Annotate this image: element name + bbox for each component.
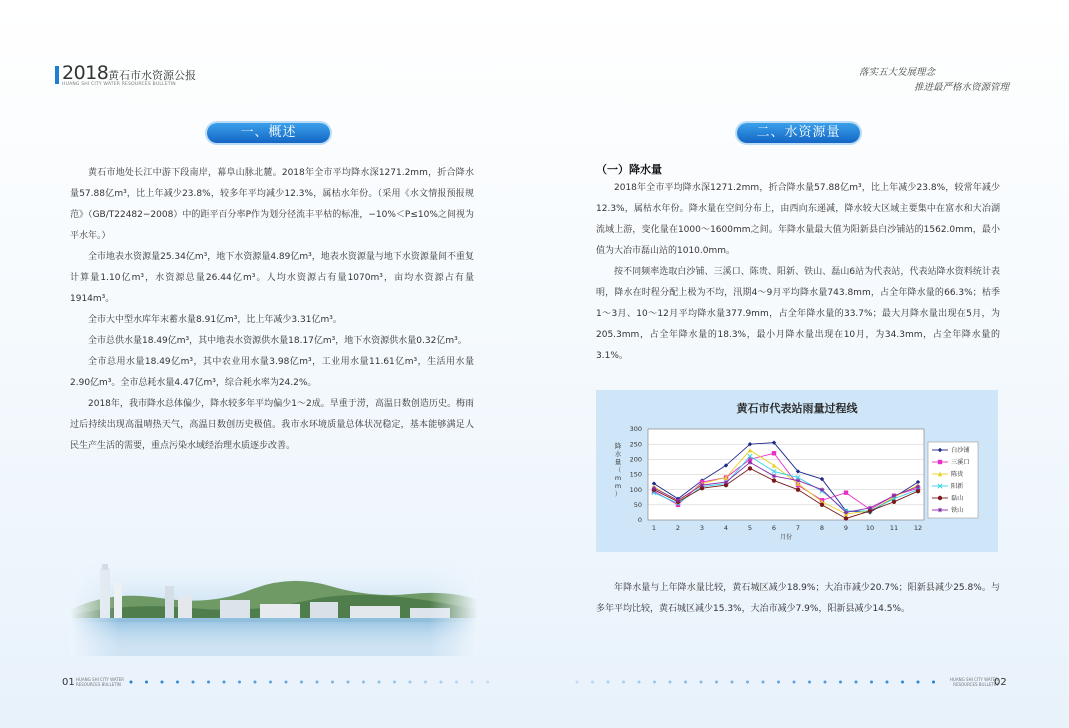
comparison-paragraph: 年降水量与上年降水量比较，黄石城区减少18.9%；大冶市减少20.7%；阳新县减少25.8%。与多年平均比较，黄石城区减少15.3%，大冶市减少7.9%，阳新县减少14.5%。	[596, 583, 1000, 614]
comparison-text	[596, 578, 1000, 620]
chart-point	[820, 503, 824, 507]
footer-dot	[855, 681, 858, 684]
footer-dot	[455, 681, 458, 684]
chart-x-tick-label: 10	[865, 524, 875, 532]
footer-dot	[777, 681, 780, 684]
chart-x-tick-label: 9	[843, 524, 849, 532]
header-accent-bar	[55, 66, 59, 84]
chart-point	[892, 500, 896, 504]
chart-title: 黄石市代表站雨量过程线	[736, 402, 858, 415]
header-title-en: HUANG SHI CITY WATER RESOURCES BULLETIN	[62, 82, 176, 87]
chart-point	[844, 516, 848, 520]
chart-x-tick-label: 5	[747, 524, 753, 532]
page-number-right: 02	[994, 677, 1007, 688]
footer-dot	[300, 681, 303, 684]
footer-dot	[653, 681, 656, 684]
overview-paragraph: 全市地表水资源量25.34亿m³，地下水资源量4.89亿m³，地表水资源量与地下水资源量间不重复计算量1.10亿m³，水资源总量26.44亿m³。人均水资源占有量1070m³，亩均水资源占有量1914m³。	[70, 252, 474, 304]
chart-y-tick-label: 50	[633, 501, 642, 510]
footer-dot	[746, 681, 749, 684]
footer-dot	[269, 681, 272, 684]
city-skyline-photo	[70, 560, 478, 656]
slogan-line-1: 落实五大发展理念	[858, 67, 935, 78]
footer-dot	[192, 681, 195, 684]
overview-paragraph: 全市总供水量18.49亿m³，其中地表水资源供水量18.17亿m³，地下水资源供水量0.32亿m³。	[88, 336, 467, 346]
footer-dot	[793, 681, 796, 684]
footer-dot	[622, 681, 625, 684]
footer-dot	[161, 681, 164, 684]
header-title: 黄石市水资源公报	[108, 69, 196, 82]
chart-point	[796, 487, 800, 491]
chart-legend-label: 三溪口	[951, 459, 970, 467]
footer-dot	[731, 681, 734, 684]
footer-dot	[207, 681, 210, 684]
footer-dot	[254, 681, 257, 684]
chart-point	[938, 496, 942, 500]
footer-dot	[669, 681, 672, 684]
footer-dot	[440, 681, 443, 684]
chart-y-axis-label-char: 降	[614, 442, 622, 450]
footer-dot	[424, 681, 427, 684]
footer-dot	[839, 681, 842, 684]
overview-text	[70, 163, 474, 457]
footer-dot	[393, 681, 396, 684]
chart-y-tick-label: 150	[629, 470, 642, 479]
header-year: 2018	[62, 62, 109, 84]
precipitation-text	[596, 178, 1000, 367]
chart-legend-label: 陈贵	[951, 471, 964, 479]
footer-dot	[331, 681, 334, 684]
chart-legend-label: 白沙铺	[951, 447, 970, 455]
rainfall-chart-panel	[596, 390, 998, 552]
footer-dot	[808, 681, 811, 684]
precipitation-paragraph: 按不同频率选取白沙铺、三溪口、陈贵、阳新、铁山、磊山6站为代表站，代表站降水资料统计表明，降水在时程分配上极为不均，汛期4～9月平均降水量743.8mm，占全年降水量的66.3%；枯季1～3月、10～12月平均降水量377.9mm，占全年降水量的33.7%；最大月降水量出现在5月，为205.3mm，占全年降水量的18.3%，最小月降水量出现在10月，为34.3mm，占全年降水量的3.1%。	[596, 267, 1000, 361]
chart-y-axis-label-char: 量	[614, 458, 622, 466]
chart-point	[772, 478, 776, 482]
footer-dot	[762, 681, 765, 684]
page-number-left: 01	[62, 677, 75, 688]
chart-x-tick-label: 8	[819, 524, 825, 532]
chart-x-tick-label: 1	[651, 524, 657, 532]
footer-dot	[886, 681, 889, 684]
footer-dot	[486, 681, 489, 684]
footer-dot	[638, 681, 641, 684]
overview-paragraph: 黄石市地处长江中游下段南岸，幕阜山脉北麓。2018年全市平均降水深1271.2mm，折合降水量57.88亿m³，比上年减少23.8%，较多年平均减少12.3%，属枯水年份。（采用《水文情报预报规范》（GB/T22482−2008）中的距平百分率P作为划分径流丰平枯的标准，−10%＜P≤10%之间视为平水年。）	[70, 168, 474, 241]
overview-paragraph: 全市大中型水库年末蓄水量8.91亿m³，比上年减少3.31亿m³。	[88, 315, 342, 325]
chart-y-axis-label-char: （	[614, 466, 622, 474]
chart-y-axis-label-char: ）	[614, 490, 622, 498]
section-title-overview: 一、概述	[207, 123, 330, 143]
footer-dot	[932, 681, 935, 684]
footer-dot	[316, 681, 319, 684]
footer-dot	[130, 681, 133, 684]
chart-point	[844, 491, 848, 495]
chart-y-tick-label: 100	[629, 485, 642, 494]
footer-dot	[591, 681, 594, 684]
footer-en-left: HUANG SHI CITY WATER RESOURCES BULLETIN	[76, 677, 125, 687]
chart-y-tick-label: 0	[637, 516, 642, 525]
chart-y-tick-label: 300	[629, 425, 642, 434]
chart-x-tick-label: 7	[795, 524, 801, 532]
footer-en-right: HUANG SHI CITY WATER RESOURCES BULLETIN	[950, 677, 999, 687]
footer-dot	[362, 681, 365, 684]
footer-dot	[347, 681, 350, 684]
footer-dot	[176, 681, 179, 684]
chart-x-tick-label: 3	[699, 524, 705, 532]
chart-y-axis-label-char: 水	[614, 450, 622, 458]
footer-dot	[684, 681, 687, 684]
precipitation-paragraph: 2018年全市平均降水深1271.2mm，折合降水量57.88亿m³，比上年减少23.8%，较常年减少12.3%，属枯水年份。降水量在空间分布上，由西向东递减，降水较大区域主要集中在富水和大冶湖流域上游，变化量在1000～1600mm之间。年降水量最大值为阳新县白沙铺站的1562.0mm，最小值为大冶市磊山站的1010.0mm。	[596, 183, 1000, 256]
chart-legend-label: 阳新	[951, 483, 964, 491]
chart-x-tick-label: 4	[723, 524, 729, 532]
footer-dot	[870, 681, 873, 684]
footer-dot	[700, 681, 703, 684]
chart-y-tick-label: 200	[629, 455, 642, 464]
footer-dots-right	[574, 679, 944, 685]
overview-paragraph: 2018年，我市降水总体偏少，降水较多年平均偏少1～2成。旱重于涝，高温日数创造历史。梅雨过后持续出现高温晴热天气，高温日数创历史极值。我市水环境质量总体状况稳定，基本能够满足人民生产生活的需要，重点污染水域经治理水质逐步改善。	[70, 399, 474, 451]
footer-dot	[223, 681, 226, 684]
slogan-line-2: 推进最严格水资源管理	[913, 82, 1009, 93]
chart-y-axis-label-char: m	[614, 482, 622, 490]
chart-x-tick-label: 6	[771, 524, 777, 532]
footer-dot	[917, 681, 920, 684]
overview-paragraph: 全市总用水量18.49亿m³，其中农业用水量3.98亿m³，工业用水量11.61亿m³，生活用水量2.90亿m³。全市总耗水量4.47亿m³，综合耗水率为24.2%。	[70, 357, 474, 388]
footer-dot	[607, 681, 610, 684]
chart-legend-label: 铁山	[951, 507, 964, 515]
footer-dot	[409, 681, 412, 684]
chart-x-tick-label: 11	[889, 524, 899, 532]
footer-dot	[824, 681, 827, 684]
footer-dot	[471, 681, 474, 684]
chart-y-axis-label-char: m	[614, 474, 622, 482]
footer-dot	[715, 681, 718, 684]
chart-x-tick-label: 2	[675, 524, 681, 532]
chart-y-tick-label: 250	[629, 440, 642, 449]
footer-dot	[901, 681, 904, 684]
footer-dots-left	[128, 679, 498, 685]
chart-x-axis-label: 月份	[779, 534, 793, 541]
chart-point	[748, 466, 752, 470]
footer-dot	[238, 681, 241, 684]
chart-x-tick-label: 12	[913, 524, 923, 532]
rainfall-chart	[596, 390, 998, 552]
subsection-title-precipitation: （一）降水量	[596, 163, 662, 176]
chart-point	[916, 489, 920, 493]
chart-legend-label: 磊山	[951, 495, 964, 503]
chart-y-axis-label	[615, 441, 622, 498]
chart-point	[772, 451, 776, 455]
footer-dot	[285, 681, 288, 684]
section-title-water-resources: 二、水资源量	[737, 123, 860, 143]
footer-dot	[378, 681, 381, 684]
footer-dot	[576, 681, 579, 684]
chart-point	[938, 460, 942, 464]
footer-dot	[145, 681, 148, 684]
